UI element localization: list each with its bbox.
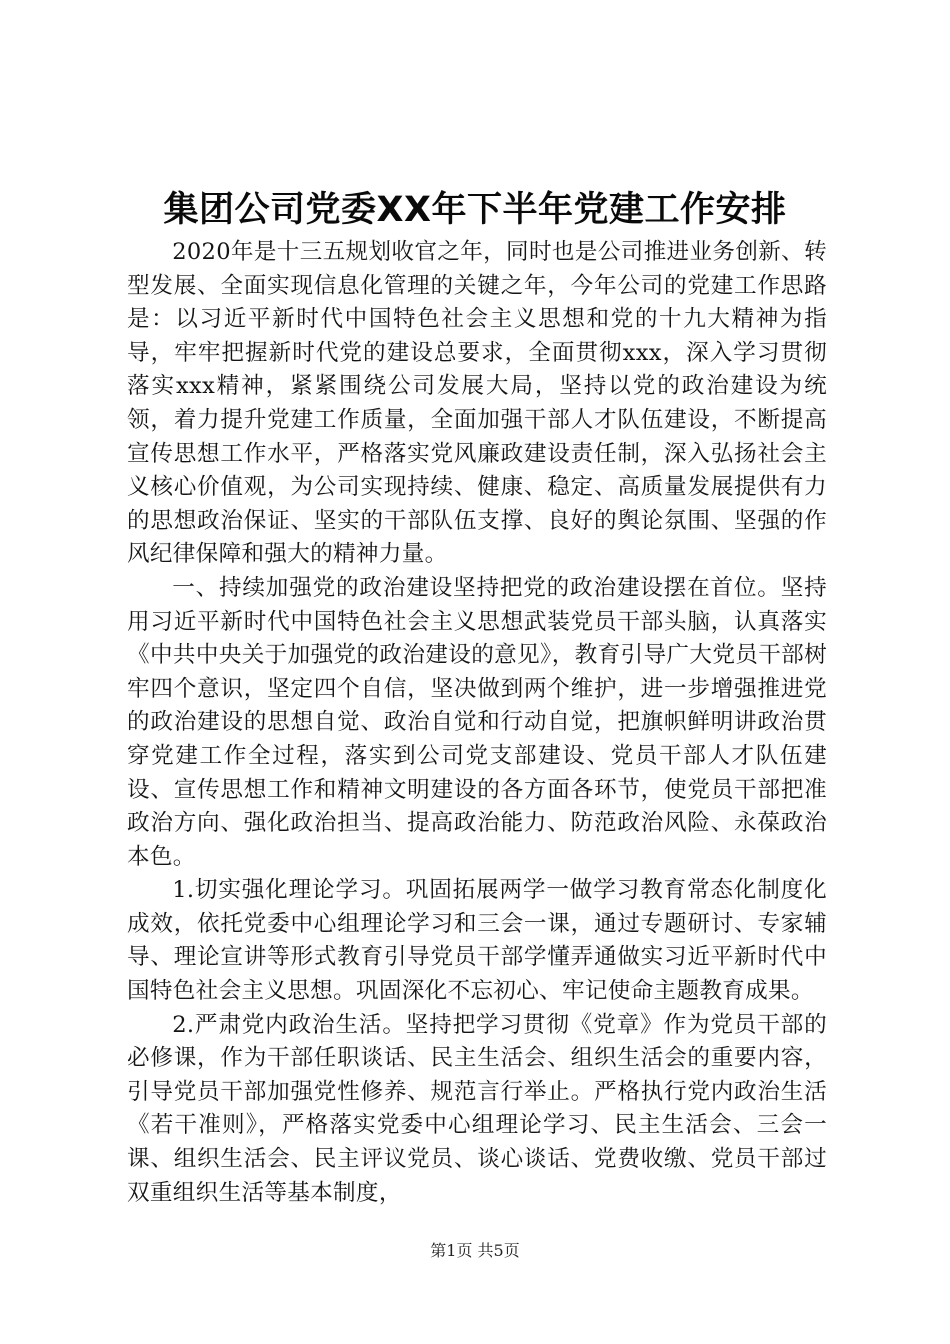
paragraph-item-2: 2.严肃党内政治生活。坚持把学习贯彻《党章》作为党员干部的必修课，作为干部任职谈话、民主生活会、组织生活会的重要内容，引导党员干部加强党性修养、规范言行举止。严格执行党内政治生活《若干准则》，严格落实党委中心组理论学习、民主生活会、三会一课、组织生活会、民主评议党员、谈心谈话、党费收缴、党员干部过双重组织生活等基本制度，	[127, 1011, 827, 1206]
paragraph-section-1: 一、持续加强党的政治建设坚持把党的政治建设摆在首位。坚持用习近平新时代中国特色社会主义思想武装党员干部头脑，认真落实《中共中央关于加强党的政治建设的意见》，教育引导广大党员干部树牢四个意识，坚定四个自信，坚决做到两个维护，进一步增强推进党的政治建设的思想自觉、政治自觉和行动自觉，把旗帜鲜明讲政治贯穿党建工作全过程，落实到公司党支部建设、党员干部人才队伍建设、宣传思想工作和精神文明建设的各方面各环节，使党员干部把准政治方向、强化政治担当、提高政治能力、防范政治风险、永葆政治本色。	[127, 574, 827, 870]
document-body	[127, 236, 827, 1210]
document-title: 集团公司党委XX年下半年党建工作安排	[163, 190, 787, 230]
page-footer: 第1页 共5页	[430, 1241, 520, 1260]
paragraph-item-1: 1.切实强化理论学习。巩固拓展两学一做学习教育常态化制度化成效，依托党委中心组理论学习和三会一课，通过专题研讨、专家辅导、理论宣讲等形式教育引导党员干部学懂弄通做实习近平新时代中国特色社会主义思想。巩固深化不忘初心、牢记使命主题教育成果。	[127, 877, 827, 1005]
paragraph-intro: 2020年是十三五规划收官之年，同时也是公司推进业务创新、转型发展、全面实现信息化管理的关键之年，今年公司的党建工作思路是：以习近平新时代中国特色社会主义思想和党的十九大精神为指导，牢牢把握新时代党的建设总要求，全面贯彻xxx，深入学习贯彻落实xxx精神，紧紧围绕公司发展大局，坚持以党的政治建设为统领，着力提升党建工作质量，全面加强干部人才队伍建设，不断提高宣传思想工作水平，严格落实党风廉政建设责任制，深入弘扬社会主义核心价值观，为公司实现持续、健康、稳定、高质量发展提供有力的思想政治保证、坚实的干部队伍支撑、良好的舆论氛围、坚强的作风纪律保障和强大的精神力量。	[127, 239, 827, 568]
